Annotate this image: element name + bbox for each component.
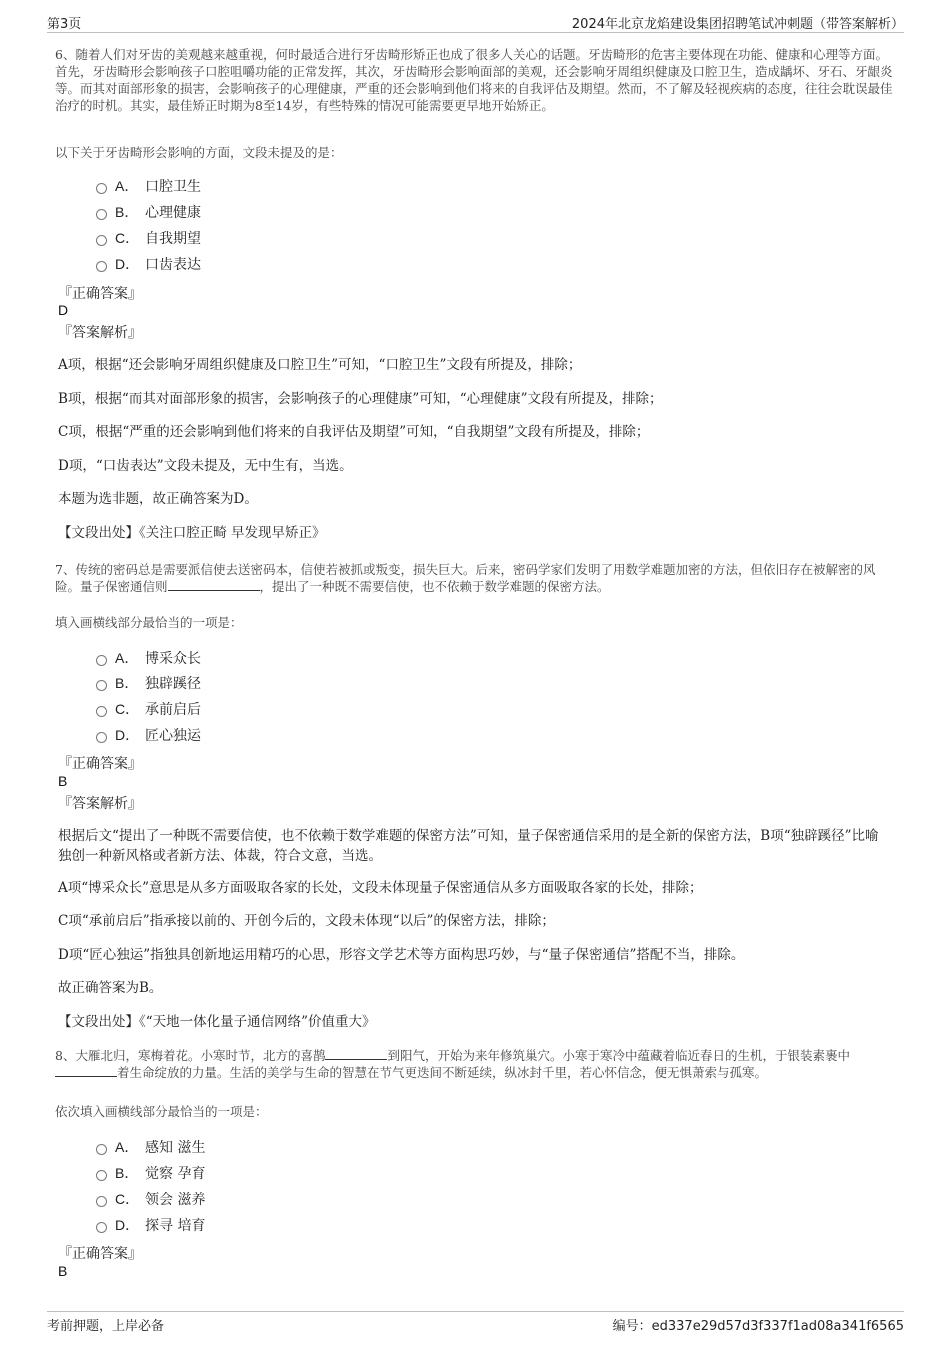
- q6-source: 【文段出处】《关注口腔正畸 早发现早矫正》: [58, 525, 326, 541]
- q8-option-a[interactable]: A． 感知 滋生: [96, 1137, 205, 1157]
- q7-prompt: 填入画横线部分最恰当的一项是：: [55, 615, 243, 630]
- q6-analysis-label: 『答案解析』: [58, 325, 142, 341]
- radio-icon[interactable]: [96, 1170, 107, 1181]
- q8-answer: B: [58, 1263, 68, 1279]
- q7-conclusion: 故正确答案为B。: [58, 980, 163, 996]
- document-title: 2024年北京龙焰建设集团招聘笔试冲刺题（带答案解析）: [571, 17, 904, 32]
- q7-explanation-d: D项“匠心独运”指独具创新地运用精巧的心思，形容文学艺术等方面构思巧妙，与“量子保密通信”搭配不当，排除。: [58, 947, 745, 963]
- radio-icon[interactable]: [96, 655, 107, 666]
- q6-explanation-d: D项，“口齿表达”文段未提及，无中生有，当选。: [58, 458, 353, 474]
- footer-slogan: 考前押题，上岸必备: [47, 1319, 165, 1334]
- q8-blank-2: [55, 1064, 117, 1077]
- q6-option-b[interactable]: B． 心理健康: [96, 202, 201, 222]
- q7-explanation-c: C项“承前启后”指承接以前的、开创今后的，文段未体现“以后”的保密方法，排除；: [58, 913, 555, 929]
- q6-option-c[interactable]: C． 自我期望: [96, 228, 201, 248]
- q6-explanation-a: A项，根据“还会影响牙周组织健康及口腔卫生”可知，“口腔卫生”文段有所提及，排除；: [58, 357, 582, 373]
- q7-answer: B: [58, 773, 68, 789]
- document-code: 编号：ed337e29d57d3f337f1ad08a341f6565: [612, 1319, 904, 1334]
- q6-passage: 6、随着人们对牙齿的美观越来越重视，何时最适合进行牙齿畸形矫正也成了很多人关心的话题。牙齿畸形的危害主要体现在功能、健康和心理等方面。首先，牙齿畸形会影响孩子口腔咀嚼功能的正常发挥，其次，牙齿畸形会影响面部的美观，还会影响牙周组织健康及口腔卫生，造成龋坏、牙石、牙龈炎等。而其对面部形象的损害，会影响孩子的心理健康，严重的还会影响到他们将来的自我评估及期望。然而，不了解及轻视疾病的态度，往往会耽误最佳治疗的时机。其实，最佳矫正时期为8至14岁，有些特殊的情况可能需要更早地开始矫正。: [55, 47, 893, 113]
- q8-passage: 8、大雁北归，寒梅着花。小寒时节，北方的喜鹊 到阳气，开始为来年修筑巢穴。小寒于寒冷中蕴藏着临近春日的生机，于银装素裹中着生命绽放的力量。生活的美学与生命的智慧在节气更迭间不断延续，纵冰封千里，若心怀信念，便无惧萧索与孤寒。: [55, 1048, 850, 1080]
- radio-icon[interactable]: [96, 1144, 107, 1155]
- radio-icon[interactable]: [96, 235, 107, 246]
- q8-option-d[interactable]: D． 探寻 培育: [96, 1215, 205, 1235]
- q7-option-b[interactable]: B． 独辟蹊径: [96, 673, 201, 693]
- radio-icon[interactable]: [96, 680, 107, 691]
- q7-analysis-label: 『答案解析』: [58, 796, 142, 812]
- radio-icon[interactable]: [96, 732, 107, 743]
- q7-answer-label: 『正确答案』: [58, 756, 142, 772]
- q6-option-a[interactable]: A． 口腔卫生: [96, 176, 201, 196]
- q7-explanation-main: 根据后文“提出了一种既不需要信使，也不依赖于数学难题的保密方法”可知，量子保密通信采用的是全新的保密方法，B项“独辟蹊径”比喻独创一种新风格或者新方法、体裁，符合文意，当选。: [58, 828, 879, 864]
- q7-blank: [168, 578, 260, 591]
- q8-option-c[interactable]: C． 领会 滋养: [96, 1189, 205, 1209]
- q7-option-c[interactable]: C． 承前启后: [96, 699, 201, 719]
- page-header: [47, 12, 904, 33]
- q6-option-d[interactable]: D． 口齿表达: [96, 254, 201, 274]
- q7-explanation-a: A项“博采众长”意思是从多方面吸取各家的长处，文段未体现量子保密通信从多方面吸取各家的长处，排除；: [58, 880, 703, 896]
- radio-icon[interactable]: [96, 261, 107, 272]
- q6-explanation-b: B项，根据“而其对面部形象的损害，会影响孩子的心理健康”可知，“心理健康”文段有所提及，排除；: [58, 391, 663, 407]
- q6-answer-label: 『正确答案』: [58, 286, 142, 302]
- q6-explanation-c: C项，根据“严重的还会影响到他们将来的自我评估及期望”可知，“自我期望”文段有所提及，排除；: [58, 424, 650, 440]
- q7-passage: 7、传统的密码总是需要派信使去送密码本，信使若被抓或叛变，损失巨大。后来，密码学家们发明了用数学难题加密的方法，但依旧存在被解密的风险。量子保密通信则 ，提出了一种既不需要信使，也不依赖于数学难题的保密方法。: [55, 562, 876, 594]
- q7-option-d[interactable]: D． 匠心独运: [96, 725, 201, 745]
- q6-answer: D: [58, 302, 69, 318]
- q8-option-b[interactable]: B． 觉察 孕育: [96, 1163, 205, 1183]
- radio-icon[interactable]: [96, 1222, 107, 1233]
- radio-icon[interactable]: [96, 706, 107, 717]
- q6-conclusion: 本题为选非题，故正确答案为D。: [58, 491, 258, 507]
- radio-icon[interactable]: [96, 1196, 107, 1207]
- q8-answer-label: 『正确答案』: [58, 1246, 142, 1262]
- page-number: 第3页: [47, 17, 82, 32]
- q8-blank-1: [325, 1047, 387, 1060]
- q6-prompt: 以下关于牙齿畸形会影响的方面，文段未提及的是：: [55, 145, 343, 160]
- q7-source: 【文段出处】《“天地一体化量子通信网络”价值重大》: [58, 1014, 376, 1030]
- radio-icon[interactable]: [96, 209, 107, 220]
- q7-option-a[interactable]: A． 博采众长: [96, 648, 201, 668]
- q8-prompt: 依次填入画横线部分最恰当的一项是：: [55, 1104, 268, 1119]
- page-footer: [47, 1311, 904, 1338]
- radio-icon[interactable]: [96, 183, 107, 194]
